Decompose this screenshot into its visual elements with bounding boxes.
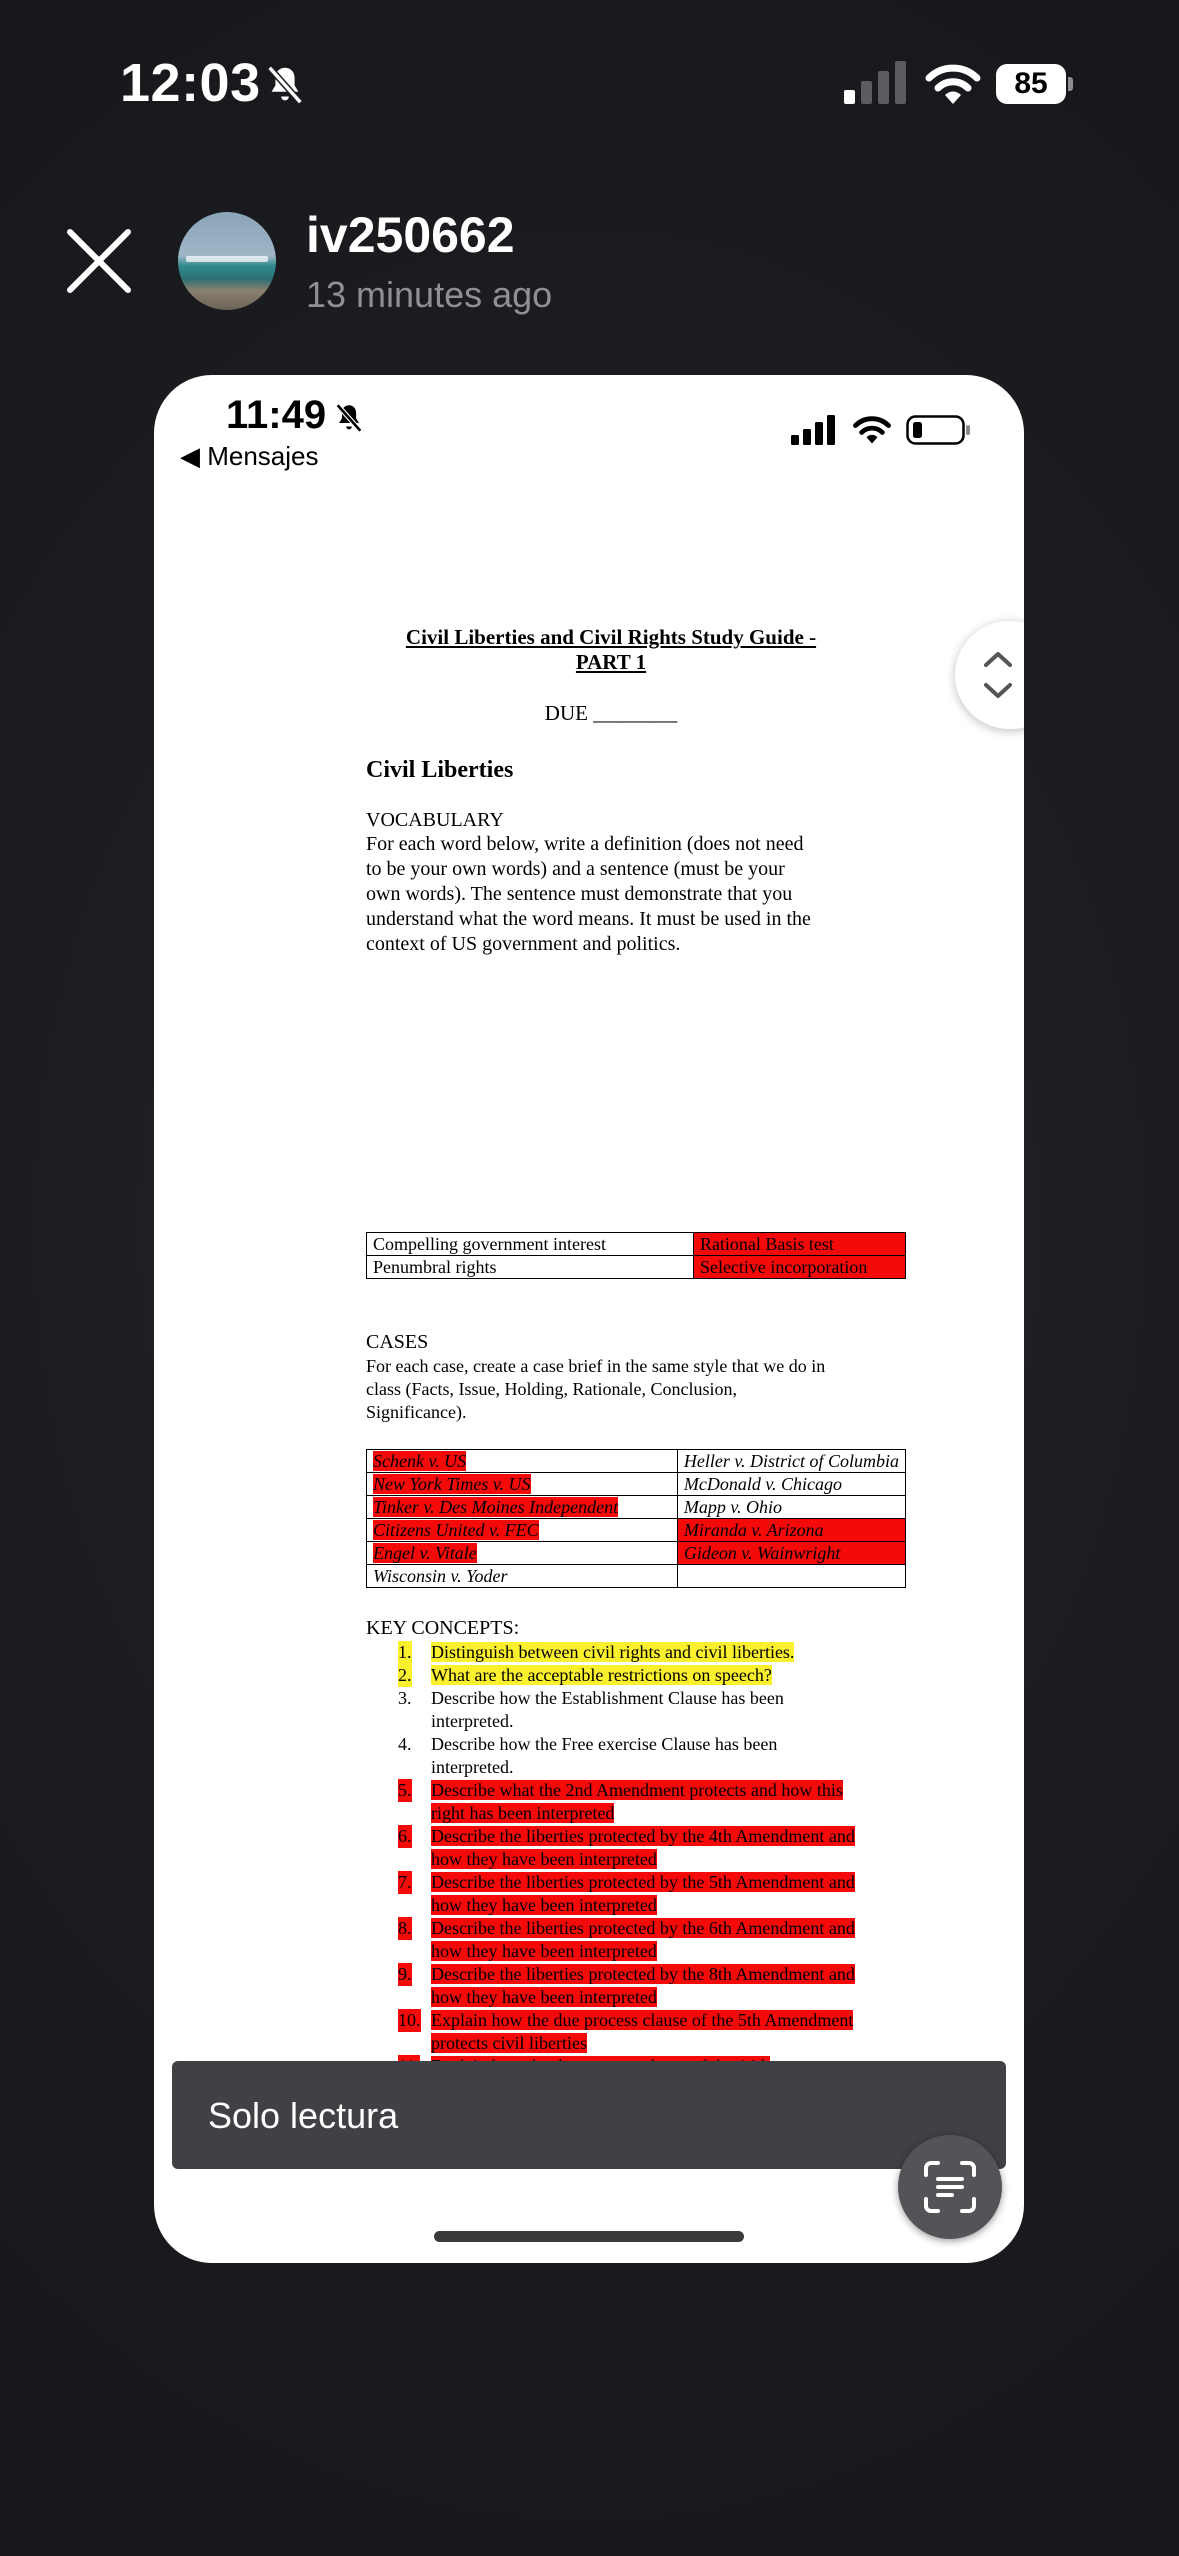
- list-item: 6. Describe the liberties protected by the 4th Amendment and how they have been interpreted: [398, 1826, 855, 1869]
- due-line: DUE ________: [544, 701, 678, 725]
- read-only-banner: [172, 2061, 1006, 2169]
- list-item: 7. Describe the liberties protected by the 5th Amendment and how they have been interpreted: [398, 1872, 855, 1915]
- live-text-button[interactable]: [898, 2135, 1002, 2239]
- wifi-icon: [852, 413, 892, 445]
- table-cell: McDonald v. Chicago: [677, 1473, 905, 1496]
- table-cell: Schenk v. US: [367, 1450, 678, 1473]
- table-cell-highlighted: Gideon v. Wainwright: [677, 1542, 905, 1565]
- list-item: 10. Explain how the due process clause of the 5th Amendment protects civil liberties: [398, 2010, 854, 2053]
- page-scroll-control[interactable]: [955, 621, 1024, 729]
- wifi-icon: [924, 60, 982, 106]
- cases-label: CASES: [366, 1331, 429, 1353]
- section-heading: Civil Liberties: [366, 757, 514, 783]
- shared-screenshot: [154, 375, 1024, 2263]
- table-cell: New York Times v. US: [367, 1473, 678, 1496]
- cellular-signal-icon: [790, 415, 838, 445]
- bell-slash-icon: [332, 401, 366, 435]
- table-cell: Wisconsin v. Yoder: [367, 1565, 678, 1588]
- table-row: [367, 1496, 906, 1519]
- table-cell-highlighted: Rational Basis test: [693, 1233, 905, 1256]
- avatar[interactable]: [178, 212, 276, 310]
- battery-level: 85: [1014, 67, 1048, 100]
- inner-status-time: 11:49: [226, 393, 327, 437]
- list-item: 2. What are the acceptable restrictions on speech?: [398, 1665, 772, 1685]
- bell-slash-icon: [262, 62, 308, 108]
- home-indicator: [434, 2231, 744, 2242]
- table-row: [367, 1542, 906, 1565]
- table-cell: Penumbral rights: [367, 1256, 694, 1279]
- table-row: [367, 1565, 906, 1588]
- list-item: 3. Describe how the Establishment Clause has been interpreted.: [398, 1688, 784, 1731]
- key-concepts-label: KEY CONCEPTS:: [366, 1617, 520, 1639]
- list-item: 8. Describe the liberties protected by the 6th Amendment and how they have been interpreted: [398, 1918, 855, 1961]
- list-item: 1. Distinguish between civil rights and civil liberties.: [398, 1642, 795, 1662]
- list-item: 9. Describe the liberties protected by the 8th Amendment and how they have been interpreted: [398, 1964, 855, 2007]
- status-time: 12:03: [120, 53, 261, 113]
- post-timestamp: 13 minutes ago: [306, 274, 553, 315]
- battery-icon: [906, 415, 972, 445]
- back-to-messages-link[interactable]: ◀ Mensajes: [180, 441, 319, 471]
- battery-indicator: [996, 64, 1074, 104]
- table-cell: Citizens United v. FEC: [367, 1519, 678, 1542]
- username[interactable]: iv250662: [306, 207, 515, 263]
- table-row: [367, 1473, 906, 1496]
- vocabulary-label: VOCABULARY: [366, 809, 504, 831]
- chevron-up-down-icon[interactable]: [981, 645, 1015, 705]
- cases-table: [366, 1449, 906, 1588]
- table-cell: [677, 1565, 905, 1588]
- table-cell-highlighted: Miranda v. Arizona: [677, 1519, 905, 1542]
- table-cell: Compelling government interest: [367, 1233, 694, 1256]
- list-item: 4. Describe how the Free exercise Clause has been interpreted.: [398, 1734, 778, 1777]
- table-row: [367, 1256, 906, 1279]
- table-row: [367, 1233, 906, 1256]
- table-cell: Engel v. Vitale: [367, 1542, 678, 1565]
- table-cell-highlighted: Selective incorporation: [693, 1256, 905, 1279]
- read-only-label: Solo lectura: [208, 2095, 399, 2136]
- table-cell: Tinker v. Des Moines Independent: [367, 1496, 678, 1519]
- table-cell: Heller v. District of Columbia: [677, 1450, 905, 1473]
- document-title: Civil Liberties and Civil Rights Study Guide - PART 1: [405, 625, 817, 674]
- vocabulary-table: [366, 1232, 906, 1279]
- close-icon[interactable]: [62, 224, 136, 298]
- text-scan-icon[interactable]: [922, 2159, 978, 2215]
- cases-instructions: For each case, create a case brief in the same style that we do in class (Facts, Issue, Holding, Rationale, Conclusion, Significance).: [366, 1356, 826, 1422]
- cellular-signal-icon: [842, 60, 908, 106]
- table-row: [367, 1519, 906, 1542]
- table-cell: Mapp v. Ohio: [677, 1496, 905, 1519]
- vocabulary-instructions: For each word below, write a definition (does not need to be your own words) and a sentence (must be your own words). The sentence must demonstrate that you understand what the word means. It must be used in the context of US government and politics.: [366, 833, 811, 955]
- list-item: 5. Describe what the 2nd Amendment protects and how this right has been interpreted: [398, 1780, 843, 1823]
- table-row: [367, 1450, 906, 1473]
